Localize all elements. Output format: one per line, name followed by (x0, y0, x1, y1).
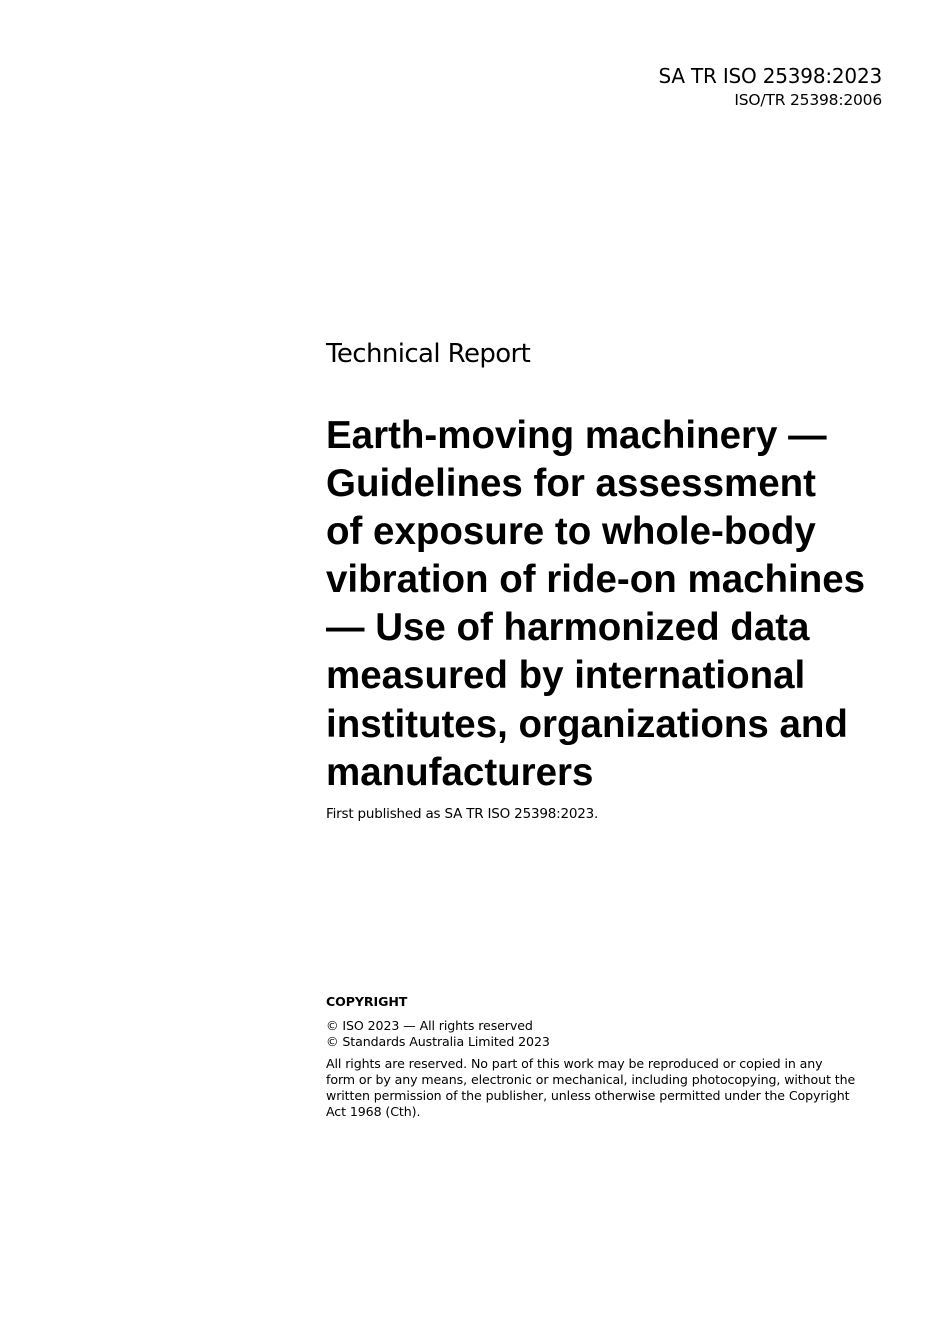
copyright-notice-standards-australia: © Standards Australia Limited 2023 (326, 1034, 550, 1049)
rights-line: written permission of the publisher, unless otherwise permitted under the Copyright (326, 1088, 850, 1103)
copyright-section (326, 994, 886, 1120)
copyright-heading: COPYRIGHT (326, 994, 408, 1009)
title-line: vibration of ride-on machines (326, 558, 866, 602)
document-id-primary: SA TR ISO 25398:2023 (658, 64, 882, 88)
document-id-secondary: ISO/TR 25398:2006 (734, 91, 882, 109)
title-line: — Use of harmonized data (326, 606, 810, 650)
copyright-notices (326, 1018, 886, 1050)
title-line: of exposure to whole-body (326, 510, 816, 554)
rights-statement (326, 1056, 886, 1120)
rights-line: form or by any means, electronic or mechanical, including photocopying, without the (326, 1072, 856, 1087)
report-type: Technical Report (326, 339, 531, 369)
title-line: measured by international (326, 654, 806, 698)
title-line: Earth-moving machinery — (326, 414, 827, 457)
title-line: institutes, organizations and (326, 702, 848, 746)
copyright-notice-iso: © ISO 2023 — All rights reserved (326, 1018, 533, 1033)
document-title (326, 412, 886, 797)
title-line: manufacturers (326, 750, 594, 794)
first-published-note: First published as SA TR ISO 25398:2023. (326, 806, 599, 822)
rights-line: Act 1968 (Cth). (326, 1104, 421, 1119)
rights-line: All rights are reserved. No part of this work may be reproduced or copied in any (326, 1056, 823, 1071)
document-identifiers (658, 62, 882, 110)
title-line: Guidelines for assessment (326, 462, 816, 506)
